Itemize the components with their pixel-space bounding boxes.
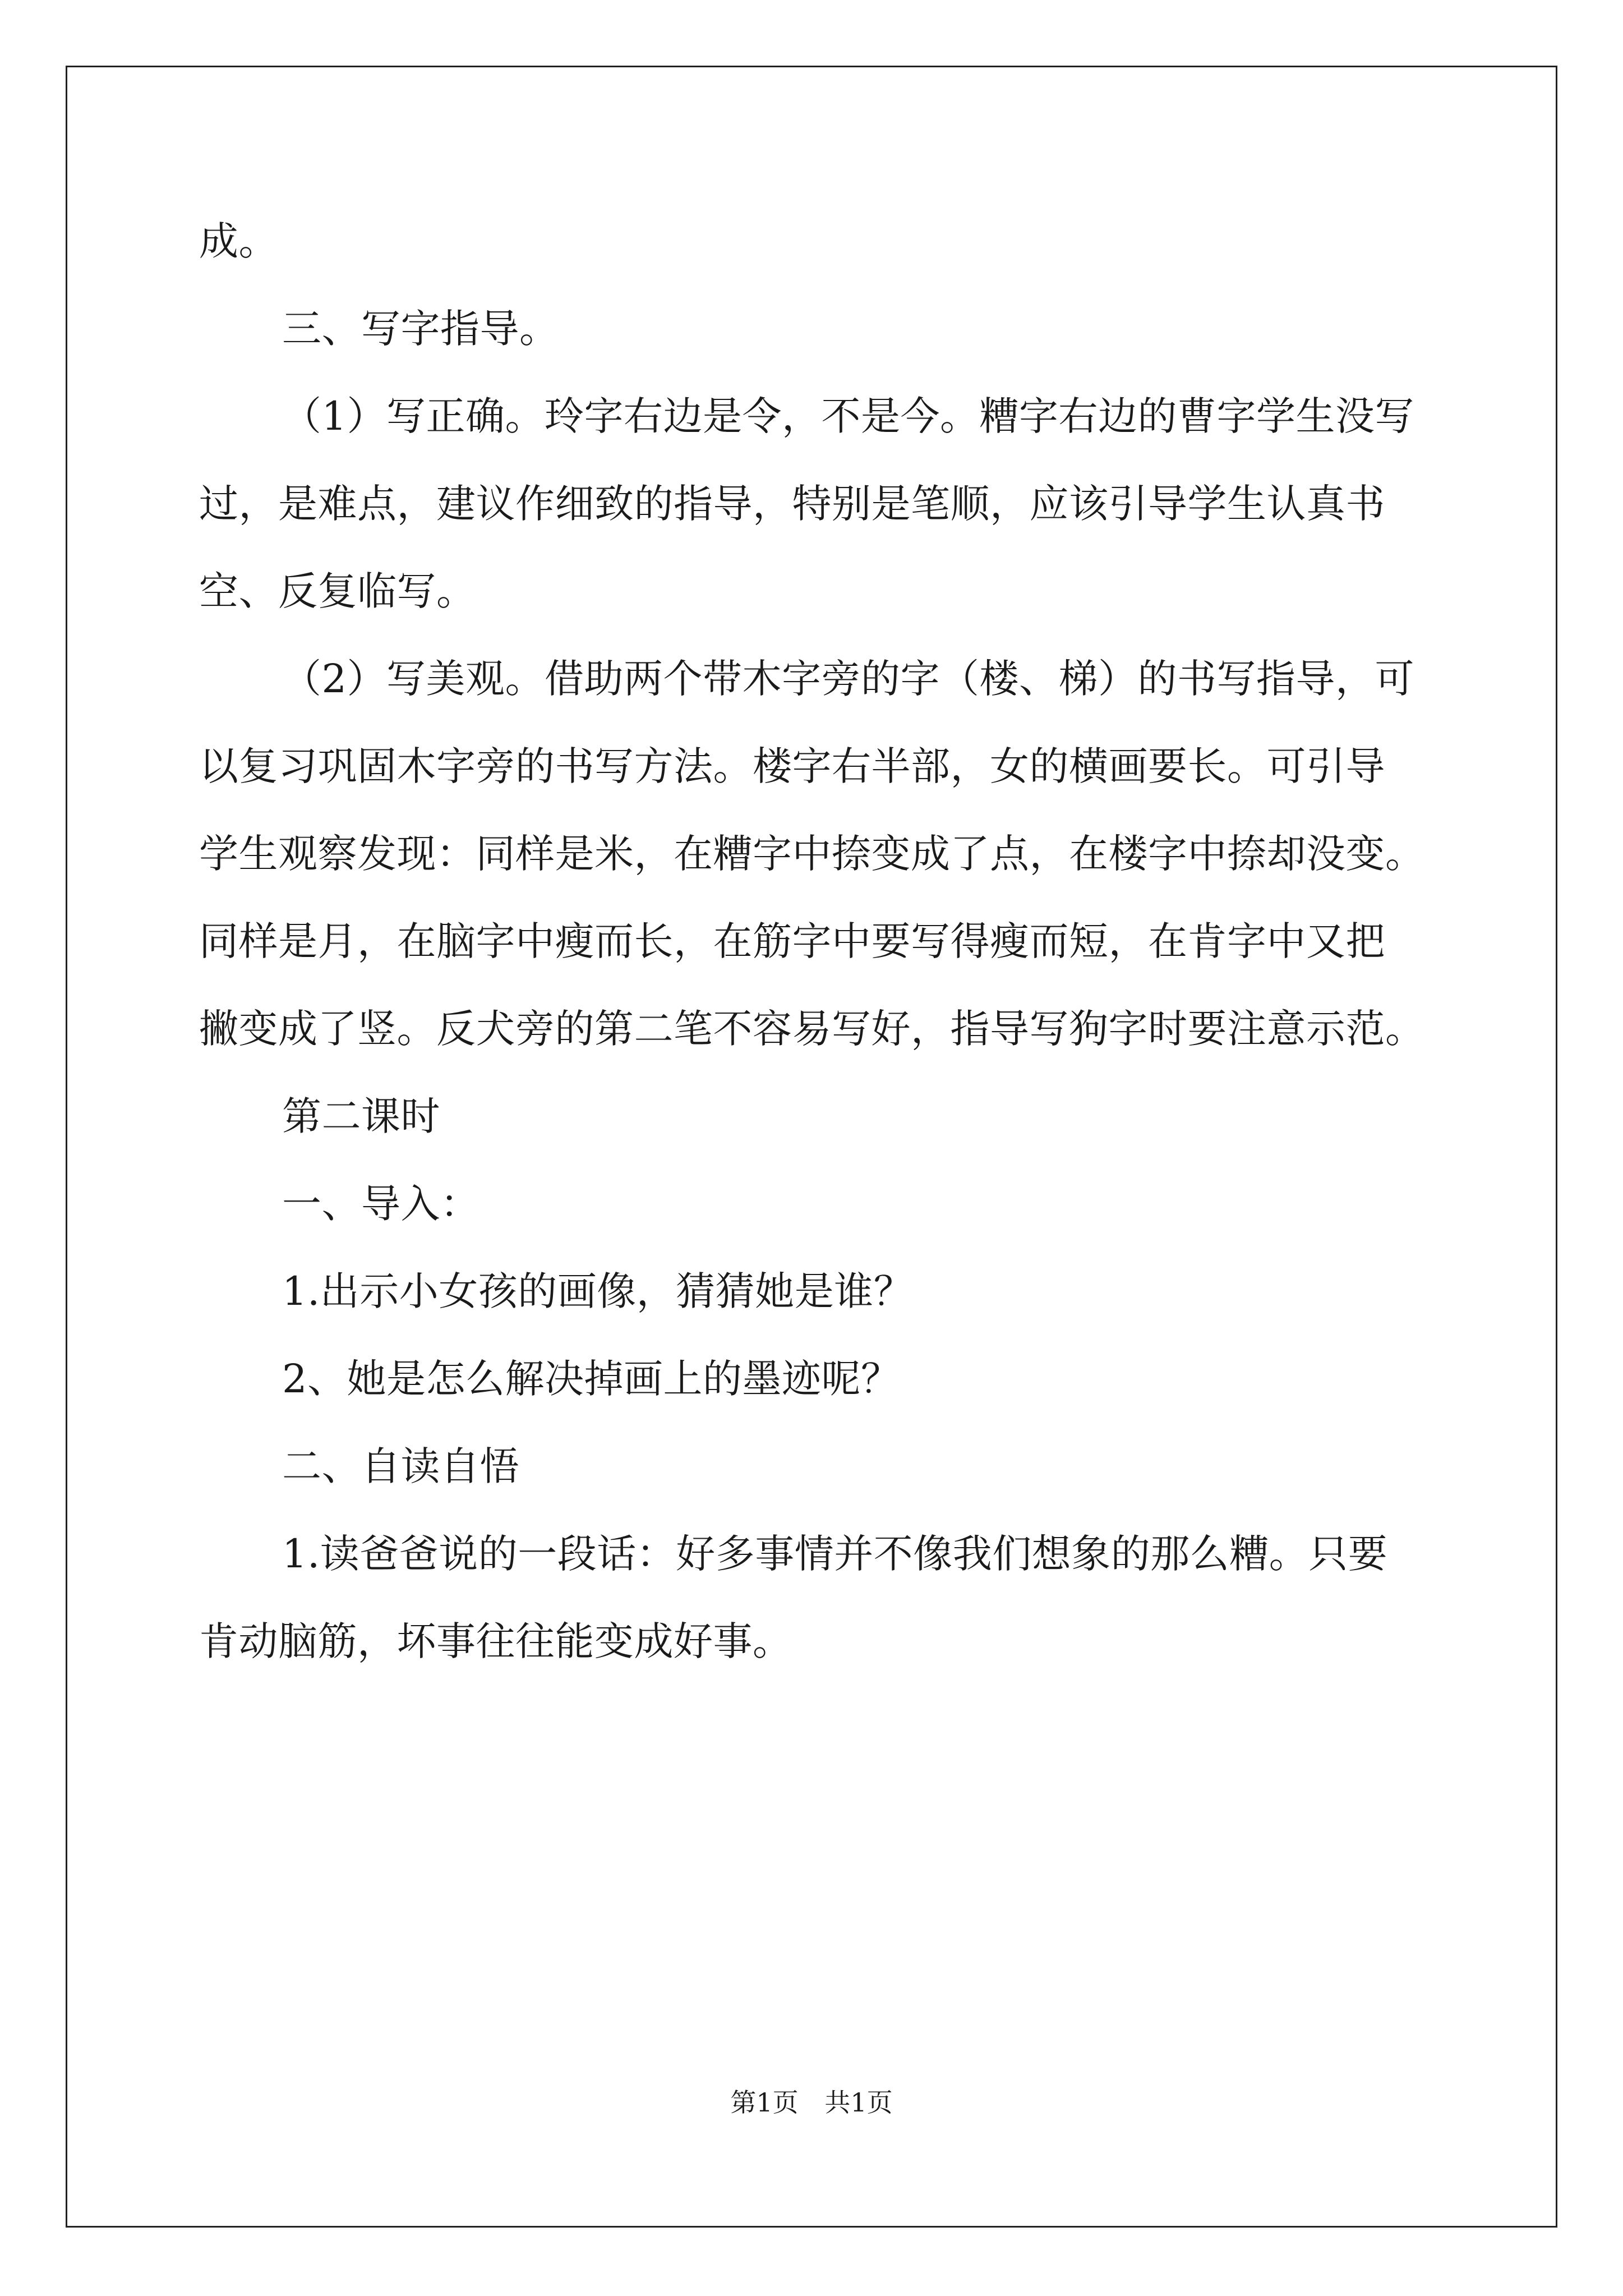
text-line: （2）写美观。借助两个带木字旁的字（楼、梯）的书写指导，可	[282, 656, 1415, 702]
page-footer	[0, 2087, 1623, 2118]
text-line: 撇变成了竖。反犬旁的第二笔不容易写好，指导写狗字时要注意示范。	[199, 1006, 1425, 1052]
text-line: 肯动脑筋，坏事往往能变成好事。	[199, 1618, 792, 1664]
page-number-current: 第1页	[730, 2087, 799, 2118]
page-number-total: 共1页	[824, 2087, 893, 2118]
section-heading: 第二课时	[282, 1093, 440, 1139]
text-line: （1）写正确。玲字右边是令，不是今。糟字右边的曹字学生没写	[282, 393, 1415, 439]
text-line: 成。	[199, 218, 278, 264]
text-line: 三、写字指导。	[282, 306, 559, 352]
text-line: 过，是难点，建议作细致的指导，特别是笔顺，应该引导学生认真书	[199, 481, 1385, 527]
text-line: 1.出示小女孩的画像，猜猜她是谁？	[282, 1268, 914, 1314]
text-line: 2、她是怎么解决掉画上的墨迹呢？	[282, 1356, 901, 1402]
text-line: 以复习巩固木字旁的书写方法。楼字右半部，女的横画要长。可引导	[199, 743, 1385, 789]
text-line: 空、反复临写。	[199, 568, 476, 614]
text-line: 1.读爸爸说的一段话：好多事情并不像我们想象的那么糟。只要	[282, 1531, 1388, 1577]
text-line: 同样是月，在脑字中瘦而长，在筋字中要写得瘦而短，在肯字中又把	[199, 918, 1385, 964]
text-line: 学生观察发现：同样是米，在糟字中捺变成了点，在楼字中捺却没变。	[199, 831, 1425, 877]
document-body	[199, 219, 1455, 1706]
section-heading: 二、自读自悟	[282, 1443, 519, 1489]
section-heading: 一、导入：	[282, 1181, 480, 1227]
